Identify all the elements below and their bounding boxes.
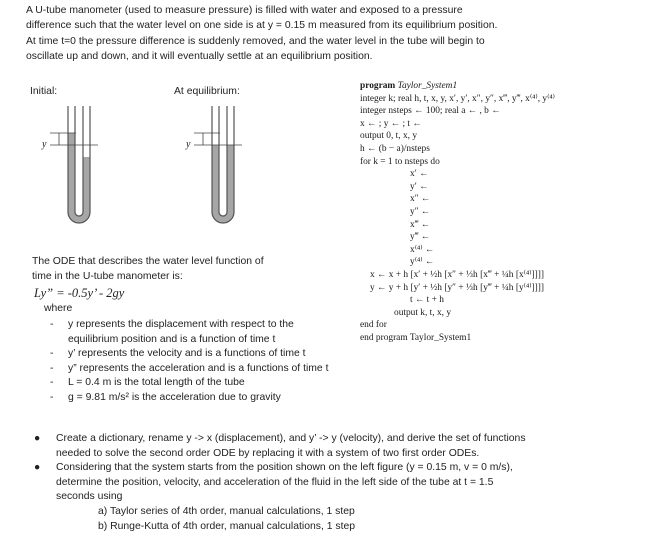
- ode-line: The ODE that describes the water level function of: [32, 256, 264, 267]
- list-item: - g = 9.81 m/s² is the acceleration due to gravity: [50, 391, 281, 403]
- bullet-icon: ●: [34, 462, 41, 474]
- intro-line: At time t=0 the pressure difference is suddenly removed, and the water level in the tube will begin to: [26, 35, 485, 47]
- u-tube-equilibrium-figure: [172, 100, 272, 250]
- tube-inner-outline: [219, 106, 227, 216]
- code-line: end for: [360, 320, 387, 331]
- equilibrium-label: At equilibrium:: [174, 86, 240, 97]
- code-line: y″ ←: [410, 206, 431, 217]
- bullet-icon: ●: [34, 433, 41, 444]
- taylor-program: [360, 80, 555, 344]
- intro-paragraph: [26, 3, 497, 65]
- u-tube-initial-figure: [28, 100, 128, 250]
- code-line: x′ ←: [410, 169, 429, 180]
- list-item: - y” represents the acceleration and is a functions of time t: [50, 362, 329, 374]
- code-line: x ← x + h [x′ + ½h [x″ + ⅓h [x‴ + ¼h [x⁽⁴⁾]]]]: [370, 269, 545, 280]
- list-item: - y represents the displacement with respect to the: [50, 319, 294, 330]
- program-name: Taylor_System1: [397, 81, 458, 91]
- code-line: output 0, t, x, y: [360, 131, 418, 142]
- task-bullet: ● Create a dictionary, rename y -> x (displacement), and y’ -> y (velocity), and derive the set of functions needed to solve the second order ODE by replacing it with a system of two first order ODEs.: [34, 433, 526, 459]
- ode-line: time in the U-tube manometer is:: [32, 271, 183, 283]
- initial-label: Initial:: [30, 86, 58, 97]
- intro-line: oscillate up and down, and it will eventually settle at an equilibrium position.: [26, 51, 373, 63]
- list-item: equilibrium position and is a function of time t: [68, 333, 276, 345]
- code-line: t ← t + h: [410, 295, 444, 306]
- code-line: y′ ←: [410, 181, 429, 192]
- list-item: - L = 0.4 m is the total length of the tube: [50, 377, 245, 389]
- code-line: integer nsteps ← 100; real a ← , b ←: [360, 106, 501, 117]
- list-item: - y’ represents the velocity and is a functions of time t: [50, 348, 306, 360]
- ode-equation: Ly” = -0.5y’ - 2gy: [34, 286, 125, 300]
- code-line: x″ ←: [410, 194, 431, 205]
- intro-line: difference such that the water level on one side is at y = 0.15 m measured from its equilibrium position.: [26, 20, 498, 32]
- code-line: output k, t, x, y: [394, 307, 452, 318]
- code-line: y‴ ←: [410, 232, 431, 243]
- code-line: end program Taylor_System1: [360, 332, 472, 343]
- program-keyword: program: [360, 81, 396, 91]
- y-label: y: [42, 139, 47, 150]
- code-line: y ← y + h [y′ + ½h [y″ + ⅓h [y‴ + ¼h [y⁽⁴⁾]]]]: [370, 282, 545, 293]
- subtask-a: a) Taylor series of 4th order, manual calculations, 1 step: [98, 505, 355, 517]
- water-fill: [212, 145, 234, 223]
- y-label: y: [186, 139, 191, 150]
- code-line: h ← (b − a)/nsteps: [360, 143, 430, 154]
- water-fill: [68, 133, 90, 223]
- task-bullet: ● Considering that the system starts from the position shown on the left figure (y = 0.15 m, v = 0 m/s), determine the position, velocity, and acceleration of the fluid in the left side of the tube at t = 1.5 seconds using: [34, 462, 513, 503]
- code-line: x⁽⁴⁾ ←: [410, 244, 435, 255]
- code-line: y⁽⁴⁾ ←: [410, 257, 435, 268]
- where-label: where: [44, 303, 73, 314]
- code-line: integer k; real h, t, x, y, x′, y′, x″, y″, x‴, y‴, x⁽⁴⁾, y⁽⁴⁾: [360, 93, 555, 104]
- task-list: [34, 432, 526, 534]
- intro-line: A U-tube manometer (used to measure pressure) is filled with water and exposed to a pressure: [26, 5, 463, 16]
- ode-description: [32, 254, 264, 285]
- code-line: for k = 1 to nsteps do: [360, 156, 440, 167]
- subtask-b: b) Runge-Kutta of 4th order, manual calculations, 1 step: [98, 520, 356, 532]
- tube-inner-outline: [75, 106, 83, 216]
- code-line: x ← ; y ← ; t ←: [360, 118, 422, 129]
- variable-list: [50, 318, 328, 406]
- code-line: x‴ ←: [410, 219, 431, 230]
